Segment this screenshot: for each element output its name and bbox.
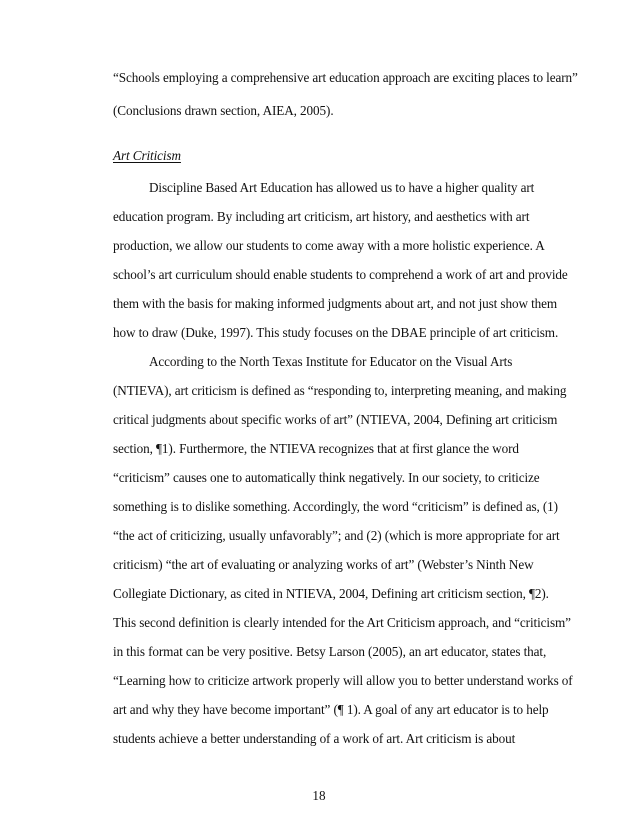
text-line: “criticism” causes one to automatically think negatively. In our society, to criticize xyxy=(113,470,540,485)
text-line: This second definition is clearly intended for the Art Criticism approach, and “criticism” xyxy=(113,615,571,630)
text-line: school’s art curriculum should enable students to comprehend a work of art and provide xyxy=(113,267,568,282)
text-line: critical judgments about specific works of art” (NTIEVA, 2004, Defining art criticism xyxy=(113,412,558,427)
text-line: criticism) “the art of evaluating or analyzing works of art” (Webster’s Ninth New xyxy=(113,557,534,572)
text-line: “Schools employing a comprehensive art education approach are exciting places to learn” xyxy=(113,70,578,85)
text-line: in this format can be very positive. Betsy Larson (2005), an art educator, states that, xyxy=(113,644,547,659)
section-heading: Art Criticism xyxy=(113,148,181,163)
page-number: 18 xyxy=(312,788,326,803)
text-line: section, ¶1). Furthermore, the NTIEVA recognizes that at first glance the word xyxy=(113,441,519,456)
text-line: Discipline Based Art Education has allowed us to have a higher quality art xyxy=(149,180,535,195)
text-line: something is to dislike something. Accordingly, the word “criticism” is defined as, (1) xyxy=(113,499,558,514)
text-line: them with the basis for making informed judgments about art, and not just show them xyxy=(113,296,558,311)
text-line: art and why they have become important” (¶ 1). A goal of any art educator is to help xyxy=(113,702,549,717)
text-line: According to the North Texas Institute for Educator on the Visual Arts xyxy=(149,354,513,369)
text-line: production, we allow our students to come away with a more holistic experience. A xyxy=(113,238,545,253)
text-line: Collegiate Dictionary, as cited in NTIEVA, 2004, Defining art criticism section, ¶2). xyxy=(113,586,549,601)
text-line: (Conclusions drawn section, AIEA, 2005). xyxy=(113,103,334,118)
text-line: education program. By including art criticism, art history, and aesthetics with art xyxy=(113,209,530,224)
text-line: (NTIEVA), art criticism is defined as “responding to, interpreting meaning, and making xyxy=(113,383,567,398)
text-line: how to draw (Duke, 1997). This study focuses on the DBAE principle of art criticism. xyxy=(113,325,559,340)
text-line: “Learning how to criticize artwork properly will allow you to better understand works of xyxy=(113,673,573,688)
text-line: “the act of criticizing, usually unfavorably”; and (2) (which is more appropriate for art xyxy=(113,528,560,543)
text-line: students achieve a better understanding of a work of art. Art criticism is about xyxy=(113,731,516,746)
